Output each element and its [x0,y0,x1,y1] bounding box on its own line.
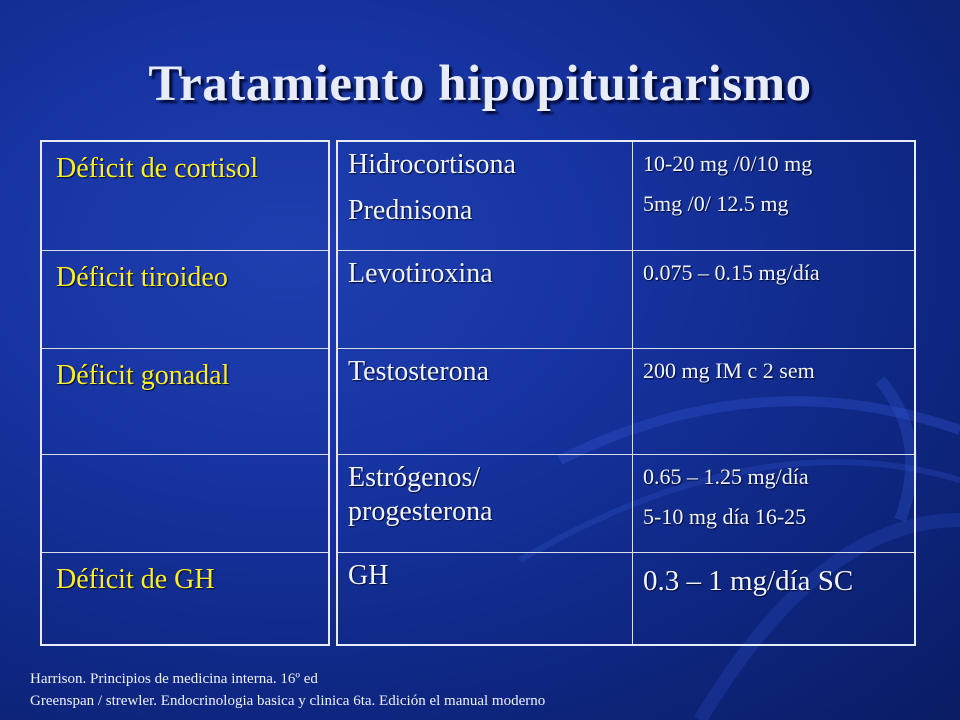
drug-name: Estrógenos/ progesterona [348,461,493,527]
deficit-cell [41,141,329,250]
table-row [337,454,915,552]
dose-cell [633,250,916,348]
deficit-table [40,140,330,646]
slide-title: Tratamiento hipopituitarismo [148,56,812,112]
drug-cell [337,552,633,645]
drug-cell [337,141,633,250]
deficit-cell [41,552,329,645]
treatment-table [336,140,916,646]
deficit-label: Déficit de cortisol [56,153,259,184]
drug-name: Prednisona [348,195,473,226]
deficit-cell [41,454,329,552]
reference-line: Greenspan / strewler. Endocrinologia basica y clinica 6ta. Edición el manual moderno [30,693,546,709]
dose-cell [633,348,916,454]
deficit-label: Déficit gonadal [56,359,230,391]
table-row [337,141,915,250]
dose-value: 10-20 mg /0/10 mg [643,151,813,176]
dose-value: 200 mg IM c 2 sem [643,357,815,383]
table-row [337,348,915,454]
dose-cell [633,552,916,645]
drug-cell [337,348,633,454]
table-row [337,250,915,348]
drug-cell [337,454,633,552]
reference-line: Harrison. Principios de medicina interna. 16º ed [30,671,318,687]
dose-cell [633,454,916,552]
dose-cell [633,141,916,250]
dose-value: 0.65 – 1.25 mg/día [643,463,809,489]
deficit-cell [41,250,329,348]
dose-value: 5mg /0/ 12.5 mg [643,191,789,216]
deficit-label: Déficit tiroideo [56,261,228,293]
dose-value: 0.3 – 1 mg/día SC [643,564,854,597]
deficit-cell [41,348,329,454]
drug-name: Levotiroxina [348,257,493,289]
drug-cell [337,250,633,348]
deficit-label: Déficit de GH [56,563,215,595]
dose-value: 0.075 – 0.15 mg/día [643,259,820,285]
drug-name: Hidrocortisona [348,149,516,180]
references [30,668,545,712]
drug-name: GH [348,559,389,591]
dose-value: 5-10 mg día 16-25 [643,503,807,529]
drug-name: Testosterona [348,355,490,387]
table-row [337,552,915,645]
